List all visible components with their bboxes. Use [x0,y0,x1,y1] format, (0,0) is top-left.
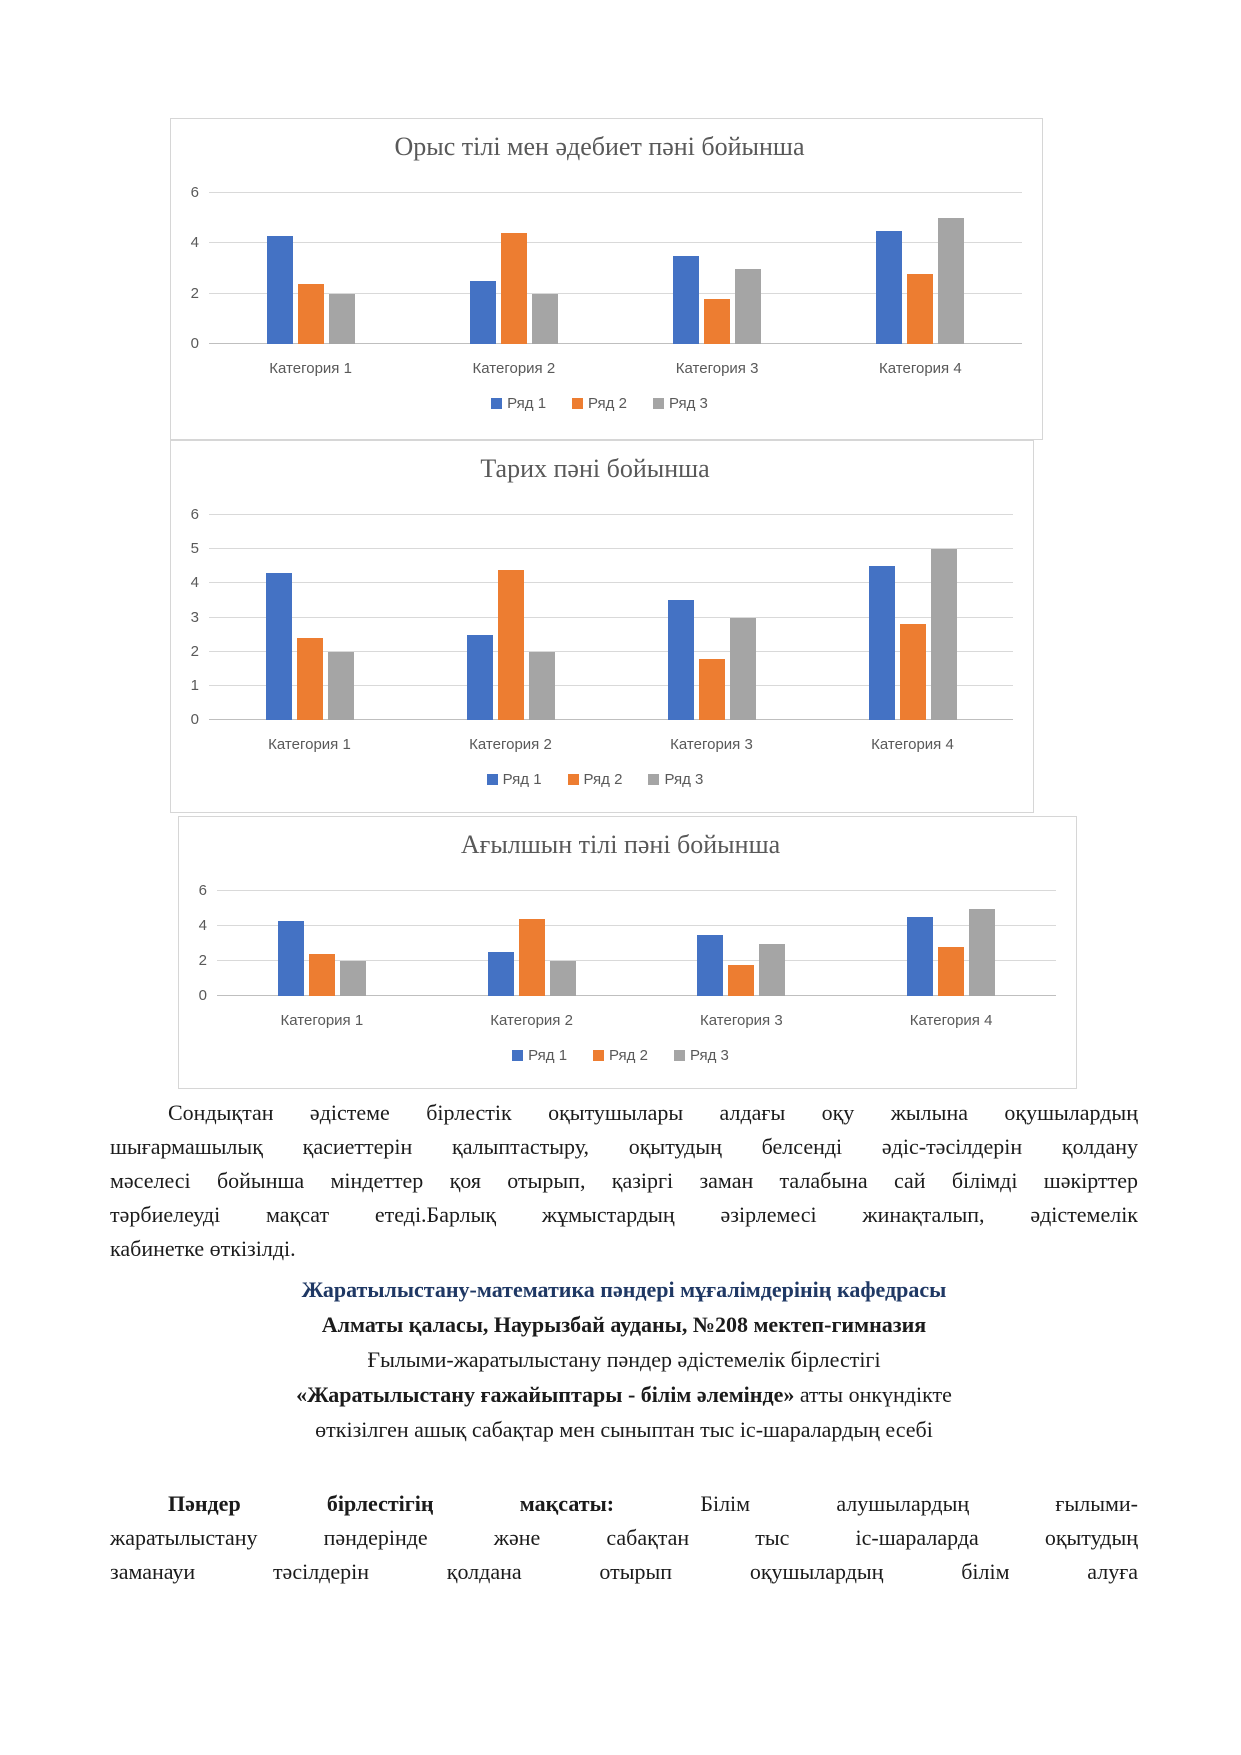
bar-Ряд 1 [266,573,292,720]
y-axis-tick-label: 2 [190,642,199,660]
legend-item: Ряд 1 [491,395,546,412]
category-label: Категория 2 [490,1012,573,1029]
bar-Ряд 1 [869,566,895,720]
y-axis-tick-label: 6 [190,506,199,523]
y-axis-tick-label: 0 [190,335,199,352]
chart-title: Ағылшын тілі пәні бойынша [460,830,781,859]
category-label: Категория 3 [700,1012,783,1029]
legend-swatch-icon [674,1050,685,1061]
text-line [110,1521,1138,1555]
legend-item: Ряд 3 [648,771,703,788]
bar-Ряд 3 [550,961,576,996]
chart-legend [177,395,1022,412]
bar-Ряд 3 [969,909,995,997]
text-segment: тәрбиелеуді мақсат етеді.Барлық жұмыстардың әзірлемесі жинақталып, әдістемелік [110,1202,1138,1227]
bar-Ряд 2 [297,638,323,720]
legend-swatch-icon [653,398,664,409]
bar-Ряд 2 [728,965,754,997]
text-line [110,1130,1138,1164]
bar-Ряд 1 [697,935,723,996]
category-label: Категория 3 [670,736,753,753]
legend-swatch-icon [593,1050,604,1061]
text-segment: Алматы қаласы, Наурызбай ауданы, №208 мектеп-гимназия [321,1312,927,1337]
text-segment: Ғылыми-жаратылыстану пәндер әдістемелік бірлестігі [367,1347,881,1372]
bar-Ряд 3 [759,944,785,997]
legend-swatch-icon [491,398,502,409]
bar-Ряд 1 [267,236,293,344]
y-axis-tick-label: 4 [198,917,207,935]
chart-legend [177,771,1013,788]
bar-Ряд 1 [876,231,902,344]
text-line [110,1198,1138,1232]
bar-group [637,891,847,996]
chart-history[interactable] [170,440,1034,813]
bar-group [846,891,1056,996]
y-axis-tick-label: 6 [198,882,207,899]
y-axis-tick-label: 3 [190,608,199,626]
text-line [110,1377,1138,1412]
legend-swatch-icon [568,774,579,785]
bar-group [819,193,1022,344]
bar-Ряд 2 [900,624,926,720]
report-heading-block [110,1272,1138,1447]
text-line [110,1555,1138,1589]
bar-Ряд 2 [519,919,545,996]
plot-area [217,891,1056,996]
category-label: Категория 1 [269,360,352,377]
text-segment: кабинетке өткізілді. [110,1236,296,1261]
bar-group [427,891,637,996]
text-segment: Сондықтан әдістеме бірлестік оқытушылары алдағы оқу жылына оқушылардың [168,1100,1138,1125]
y-axis-tick-label: 6 [190,184,199,201]
y-axis-tick-label: 0 [198,987,207,1004]
legend-item: Ряд 2 [572,395,627,412]
chart-title: Тарих пәні бойынша [480,454,710,483]
bar-Ряд 2 [298,284,324,344]
y-axis-tick-label: 2 [198,952,207,970]
bar-Ряд 2 [309,954,335,996]
text-segment: «Жаратылыстану ғажайыптары - білім әлемінде» [296,1382,795,1407]
category-label: Категория 4 [879,360,962,377]
text-line [110,1272,1138,1307]
chart-english-language[interactable] [178,816,1077,1089]
text-segment: атты онкүндікте [794,1382,952,1407]
bar-Ряд 3 [529,652,555,720]
bar-group [412,193,615,344]
bar-Ряд 3 [532,294,558,344]
text-line [110,1164,1138,1198]
text-line [110,1307,1138,1342]
bar-group [611,515,812,720]
y-axis [177,184,209,352]
text-line [110,1342,1138,1377]
plot-area [209,193,1022,344]
y-axis-tick-label: 2 [190,284,199,302]
bar-Ряд 1 [278,921,304,996]
category-label: Категория 2 [469,736,552,753]
legend-swatch-icon [487,774,498,785]
legend-item: Ряд 3 [653,395,708,412]
bar-Ряд 1 [673,256,699,344]
bar-Ряд 3 [938,218,964,344]
bar-Ряд 2 [938,947,964,996]
legend-swatch-icon [648,774,659,785]
text-segment: шығармашылық қасиеттерін қалыптастыру, оқытудың белсенді әдіс-тәсілдерін қолдану [110,1134,1138,1159]
bar-group [209,515,410,720]
category-label: Категория 1 [268,736,351,753]
category-label: Категория 2 [472,360,556,377]
category-label: Категория 3 [675,360,759,377]
legend-swatch-icon [512,1050,523,1061]
legend-item: Ряд 2 [568,771,623,788]
bar-Ряд 1 [907,917,933,996]
bar-group [812,515,1013,720]
x-axis [209,360,1022,377]
text-segment: заманауи тәсілдерін қолдана отырып оқушылардың білім алуға [110,1559,1138,1584]
bar-Ряд 3 [730,618,756,721]
bar-group [217,891,427,996]
legend-item: Ряд 1 [512,1047,567,1064]
y-axis-tick-label: 0 [190,711,199,728]
bar-Ряд 1 [467,635,493,720]
bar-Ряд 2 [907,274,933,344]
plot-area [209,515,1013,720]
bar-Ряд 3 [340,961,366,996]
x-axis [217,1012,1056,1029]
text-segment: Пәндер бірлестігің мақсаты: [168,1491,701,1516]
summary-paragraph [110,1096,1138,1266]
text-segment: жаратылыстану пәндерінде және сабақтан тыс іс-шараларда оқытудың [110,1525,1138,1550]
bar-Ряд 3 [735,269,761,345]
text-segment: Жаратылыстану-математика пәндері мұғалімдерінің кафедрасы [301,1277,947,1302]
y-axis-tick-label: 4 [190,574,199,592]
text-line [110,1232,1138,1266]
bar-Ряд 2 [498,570,524,720]
bar-Ряд 1 [470,281,496,344]
y-axis [185,882,217,1004]
bar-group [616,193,819,344]
y-axis-tick-label: 5 [190,540,199,558]
bar-Ряд 2 [501,233,527,344]
text-segment: мәселесі бойынша міндеттер қоя отырып, қазіргі заман талабына сай білімді шәкірттер [110,1168,1138,1193]
text-segment: Білім алушылардың ғылыми- [700,1491,1139,1516]
x-axis [209,736,1013,753]
legend-item: Ряд 3 [674,1047,729,1064]
goal-paragraph [110,1487,1138,1589]
bar-Ряд 1 [668,600,694,720]
bar-Ряд 3 [931,549,957,720]
bar-group [209,193,412,344]
y-axis-tick-label: 4 [190,234,199,252]
legend-item: Ряд 2 [593,1047,648,1064]
category-label: Категория 4 [909,1012,993,1029]
chart-russian-language-literature[interactable] [170,118,1043,440]
category-label: Категория 1 [280,1012,364,1029]
text-line [110,1412,1138,1447]
bar-Ряд 3 [329,294,355,344]
bar-Ряд 2 [704,299,730,344]
text-line [110,1096,1138,1130]
legend-swatch-icon [572,398,583,409]
text-segment: өткізілген ашық сабақтар мен сыныптан тыс іс-шаралардың есебі [315,1417,933,1442]
legend-item: Ряд 1 [487,771,542,788]
bar-Ряд 1 [488,952,514,996]
bar-Ряд 2 [699,659,725,721]
y-axis-tick-label: 1 [190,676,199,694]
y-axis [177,506,209,728]
text-line [110,1487,1138,1521]
chart-legend [185,1047,1056,1064]
bar-Ряд 3 [328,652,354,720]
chart-title: Орыс тілі мен әдебиет пәні бойынша [394,132,805,161]
bar-group [410,515,611,720]
category-label: Категория 4 [871,736,954,753]
